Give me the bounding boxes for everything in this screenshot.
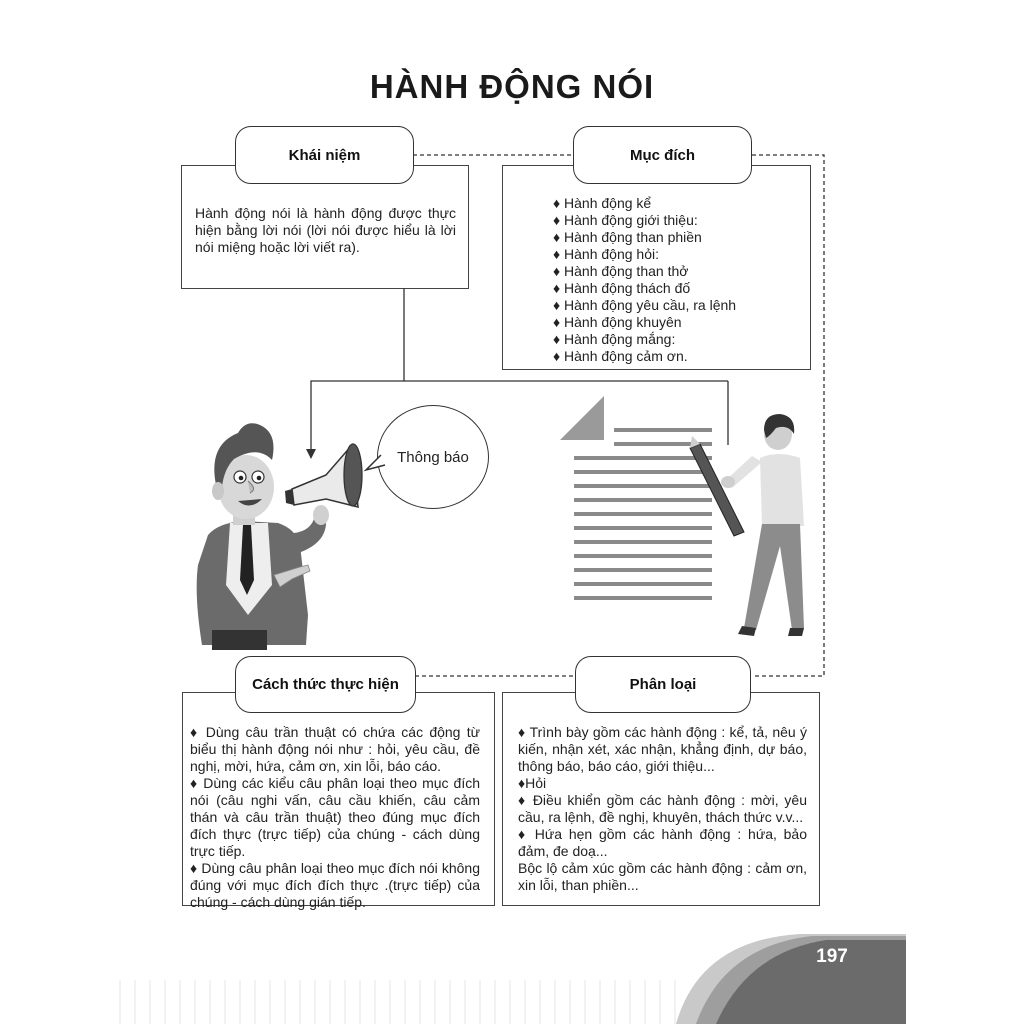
classification-paragraph: ♦ Hứa hẹn gồm các hành động : hứa, bảo đảm, đe doạ... [518, 826, 807, 859]
purpose-list-item: ♦ Hành động thách đố [553, 280, 691, 296]
classification-label: Phân loại [575, 656, 751, 713]
purpose-label: Mục đích [573, 126, 752, 184]
classification-paragraph: Bộc lộ cảm xúc gồm các hành động : cảm ơn, xin lỗi, than phiền... [518, 860, 807, 893]
purpose-list-item: ♦ Hành động giới thiệu: [553, 212, 698, 228]
classification-paragraph: ♦ Trình bày gồm các hành động : kể, tả, nêu ý kiến, nhận xét, xác nhận, khẳng định, dự báo, thông báo, báo cáo, giới thiệu... [518, 724, 807, 774]
purpose-list-item: ♦ Hành động yêu cầu, ra lệnh [553, 297, 737, 313]
concept-label: Khái niệm [235, 126, 414, 184]
method-paragraph: ♦ Dùng câu phân loại theo mục đích nói không đúng với mục đích đích thực .(trực tiếp) của chúng - cách dùng gián tiếp. [190, 860, 480, 910]
purpose-list-item: ♦ Hành động than thở [553, 263, 689, 279]
concept-text: Hành động nói là hành động được thực hiện bằng lời nói (lời nói được hiểu là lời nói miệng hoặc lời viết ra). [195, 205, 456, 255]
speech-bubble-text: Thông báo [397, 448, 469, 466]
purpose-list-item: ♦ Hành động hỏi: [553, 246, 659, 262]
purpose-list-item: ♦ Hành động cảm ơn. [553, 348, 688, 364]
purpose-list-item: ♦ Hành động than phiền [553, 229, 702, 245]
method-paragraph: ♦ Dùng các kiểu câu phân loại theo mục đích nói (câu nghi vấn, câu cầu khiến, câu cảm thán và câu trần thuật) theo đúng mục đích đích thực (trực tiếp) của chúng - cách dùng trực tiếp. [190, 775, 480, 859]
classification-paragraph: ♦Hỏi [518, 775, 547, 791]
purpose-list-item: ♦ Hành động mắng: [553, 331, 676, 347]
method-paragraph: ♦ Dùng câu trần thuật có chứa các động từ biểu thị hành động nói như : hỏi, yêu cầu, đề nghị, mời, hứa, cảm ơn, xin lỗi, báo cáo. [190, 724, 480, 774]
purpose-list-item: ♦ Hành động kể [553, 195, 652, 211]
method-label: Cách thức thực hiện [235, 656, 416, 713]
classification-paragraph: ♦ Điều khiển gồm các hành động : mời, yêu cầu, ra lệnh, đề nghị, khuyên, thách thức v.v... [518, 792, 807, 825]
page-title: HÀNH ĐỘNG NÓI [369, 68, 655, 105]
page-number: 197 [816, 946, 848, 967]
purpose-list-item: ♦ Hành động khuyên [553, 314, 682, 330]
